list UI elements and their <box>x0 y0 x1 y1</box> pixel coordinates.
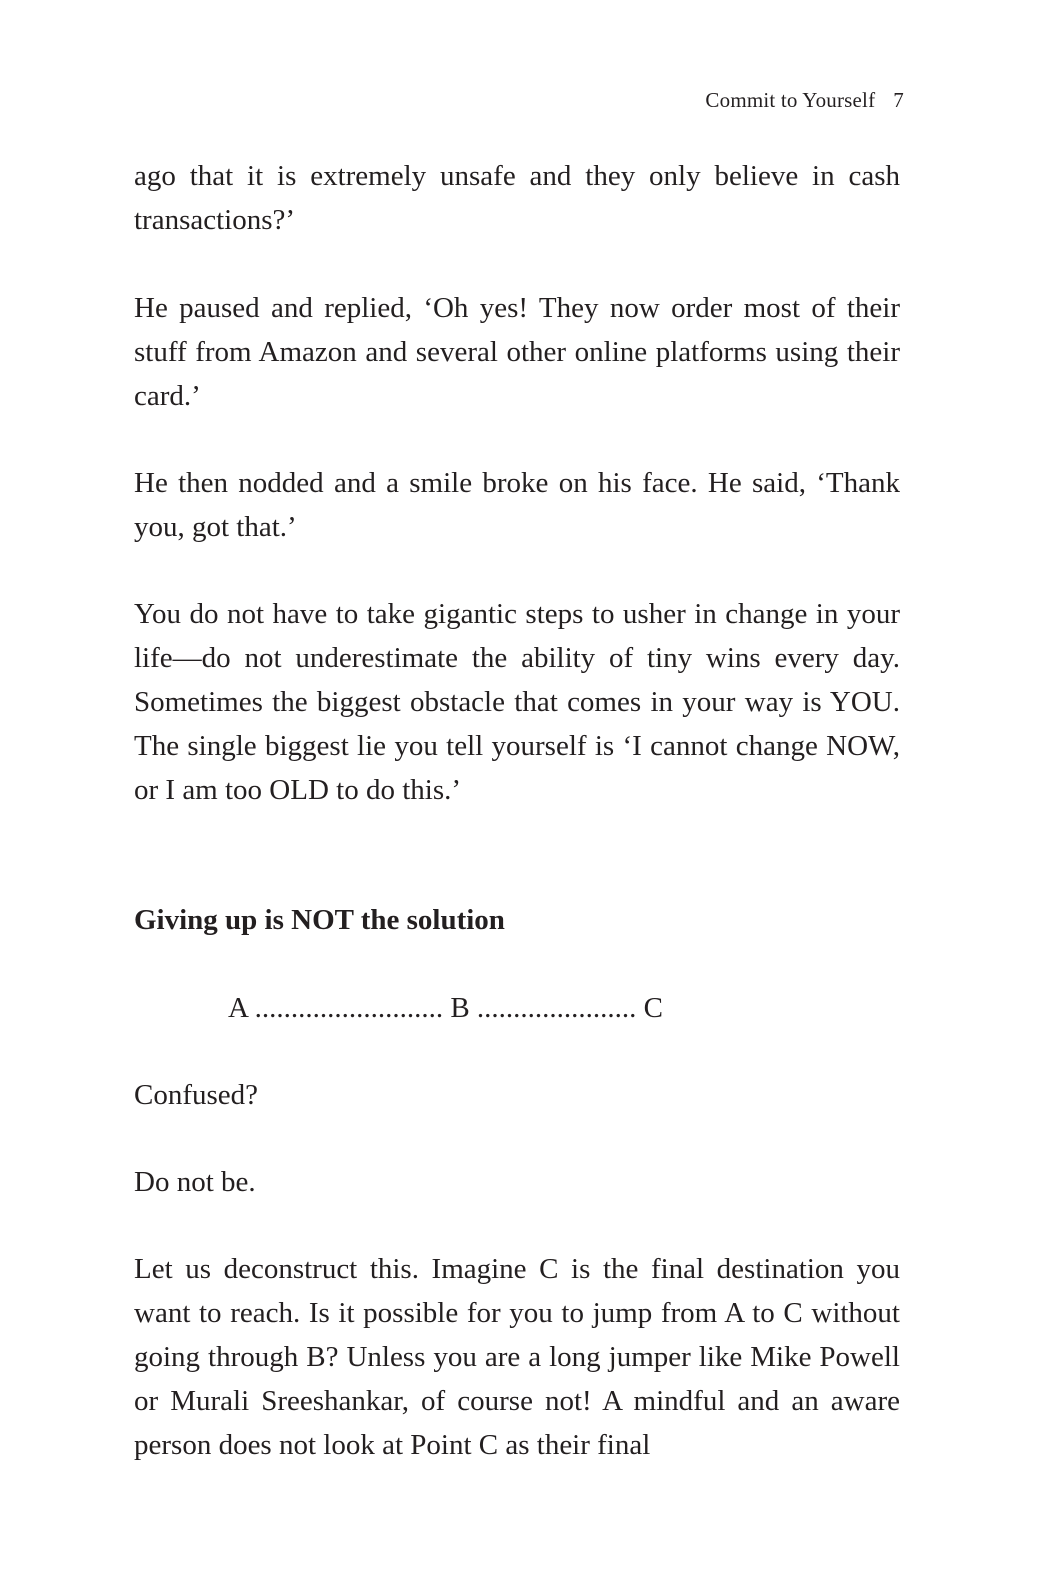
page-number: 7 <box>893 88 904 112</box>
paragraph-7: Let us deconstruct this. Imagine C is the final destination you want to reach. Is it possible for you to jump from A to C without going through B? Unless you are a long jumper like Mike Powell or Murali Sreeshankar, of course not! A mindful and an aware person does not look at Point C as their final <box>134 1253 900 1461</box>
paragraph-confused: Confused? <box>134 1079 259 1111</box>
paragraph-3: He then nodded and a smile broke on his face. He said, ‘Thank you, got that.’ <box>134 467 900 543</box>
running-title: Commit to Yourself <box>705 88 876 112</box>
paragraph-do-not-be: Do not be. <box>134 1166 256 1198</box>
paragraph-1: ago that it is extremely unsafe and they only believe in cash transactions?’ <box>134 160 900 236</box>
section-heading: Giving up is NOT the solution <box>134 904 505 936</box>
abc-diagram-line: A .......................... B ...................... C <box>228 992 664 1024</box>
running-header <box>705 88 904 113</box>
paragraph-4: You do not have to take gigantic steps to usher in change in your life—do not underestimate the ability of tiny wins every day. Sometimes the biggest obstacle that comes in your way is YOU. The single biggest lie you tell yourself is ‘I cannot change NOW, or I am too OLD to do this.’ <box>134 598 900 806</box>
paragraph-2: He paused and replied, ‘Oh yes! They now order most of their stuff from Amazon and several other online platforms using their card.’ <box>134 292 900 412</box>
